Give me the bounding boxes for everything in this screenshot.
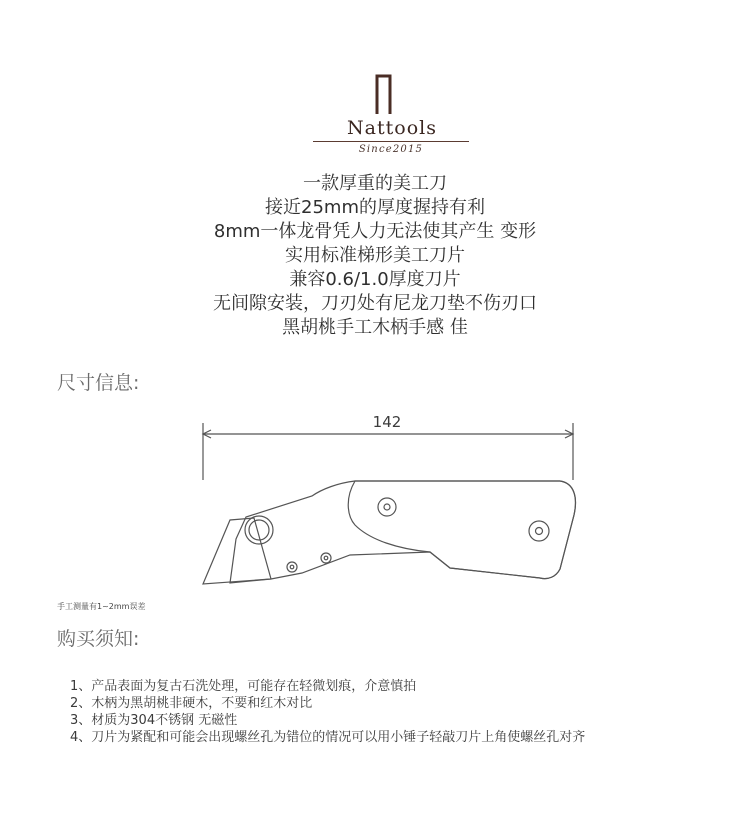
notice-list — [70, 678, 585, 746]
feature-item: 接近25mm的厚度握持有利 — [265, 197, 485, 218]
notice-item: 3、材质为304不锈钢 无磁性 — [70, 713, 238, 728]
body-screw-right — [321, 553, 331, 563]
brand-logo — [0, 70, 750, 162]
handle-screw-bottom-inner — [536, 528, 543, 535]
notice-item: 4、刀片为紧配和可能会出现螺丝孔为错位的情况可以用小锤子轻敲刀片上角使螺丝孔对齐 — [70, 730, 586, 745]
body-screw-right-inner — [324, 556, 328, 560]
dimension-label: 142 — [372, 413, 402, 431]
feature-list — [0, 172, 750, 340]
handle-screw-top-inner — [384, 504, 390, 510]
blade-outline — [203, 518, 271, 584]
notice-section-title: 购买须知: — [57, 628, 140, 650]
brand-since: Since2015 — [358, 144, 424, 155]
feature-item: 黑胡桃手工木柄手感 佳 — [282, 317, 468, 338]
wood-handle-outline — [348, 481, 575, 579]
body-screw-left — [287, 562, 297, 572]
feature-item: 兼容0.6/1.0厚度刀片 — [289, 269, 461, 290]
measurement-note: 手工测量有1~2mm误差 — [57, 602, 146, 611]
brand-name: Nattools — [347, 117, 437, 139]
n-monogram-logo-icon — [370, 72, 400, 116]
utility-knife-diagram — [0, 405, 750, 605]
handle-screw-top — [378, 498, 396, 516]
notice-item: 2、木柄为黑胡桃非硬木，不要和红木对比 — [70, 696, 313, 711]
body-screw-left-inner — [290, 565, 294, 569]
handle-screw-bottom — [529, 521, 549, 541]
feature-item: 无间隙安装，刀刃处有尼龙刀垫不伤刃口 — [213, 293, 537, 314]
brand-divider — [313, 141, 469, 142]
feature-item: 一款厚重的美工刀 — [303, 173, 447, 194]
notice-item: 1、产品表面为复古石洗处理，可能存在轻微划痕，介意慎拍 — [70, 679, 417, 694]
knife-body-outline — [230, 481, 575, 583]
size-section-title: 尺寸信息: — [57, 372, 140, 394]
feature-item: 实用标准梯形美工刀片 — [285, 245, 465, 266]
feature-item: 8mm一体龙骨凭人力无法使其产生 变形 — [213, 221, 537, 242]
